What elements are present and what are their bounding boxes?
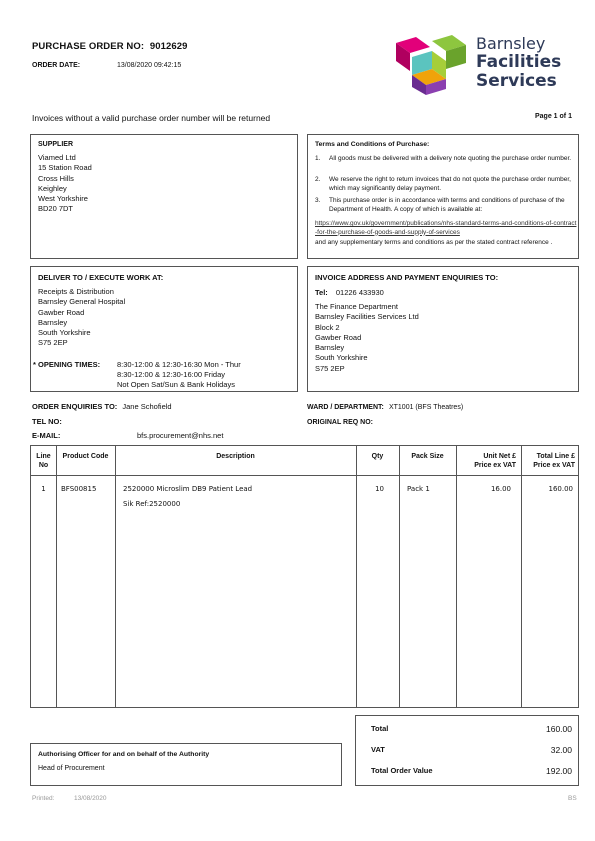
column-divider (399, 446, 400, 707)
column-divider (56, 446, 57, 707)
authorising-box (30, 743, 342, 786)
cell-total-price: 160.00 (548, 485, 573, 493)
printed-date: 13/08/2020 (74, 795, 107, 802)
opening-times (117, 360, 241, 390)
ward-department (307, 402, 463, 411)
email-value[interactable]: bfs.procurement@nhs.net (137, 431, 224, 440)
header-description: Description (216, 453, 255, 460)
original-req-label: ORIGINAL REQ NO: (307, 419, 373, 426)
invoice-box (307, 266, 579, 392)
items-table (30, 445, 579, 708)
deliver-address (38, 287, 125, 349)
deliver-title: DELIVER TO / EXECUTE WORK AT: (38, 273, 164, 282)
supplier-address (38, 153, 92, 215)
supplier-line: Keighley (38, 183, 67, 193)
cell-product-code: BFS00815 (61, 485, 97, 493)
po-label: PURCHASE ORDER NO: (32, 41, 145, 52)
invoice-line: Gawber Road (315, 332, 362, 342)
ward-label: WARD / DEPARTMENT: (307, 404, 384, 411)
terms-box (307, 134, 579, 259)
printed-initials: BS (568, 795, 577, 802)
supplier-title: SUPPLIER (38, 141, 74, 148)
deliver-line: S75 2EP (38, 338, 68, 348)
opening-times-label: * OPENING TIMES: (33, 360, 101, 369)
order-enquiries (32, 402, 172, 411)
barnsley-facilities-logo (394, 33, 574, 97)
invoice-address (315, 302, 419, 374)
invoice-line: South Yorkshire (315, 353, 368, 363)
supplier-box (30, 134, 298, 259)
cell-unit-price: 16.00 (490, 485, 511, 493)
original-req (307, 417, 373, 426)
terms-item: 2. We reserve the right to return invoices that do not quote the purchase order number, which may significantly delay payment. (315, 176, 571, 192)
authorising-title: Authorising Officer for and on behalf of the Authority (38, 751, 210, 758)
cell-description-ref: Sik Ref:2520000 (123, 500, 181, 508)
supplier-line: BD20 7DT (38, 204, 74, 214)
header-qty: Qty (371, 453, 384, 460)
page-number: Page 1 of 1 (535, 113, 572, 120)
invoice-line: The Finance Department (315, 302, 398, 311)
cell-line-no: 1 (41, 485, 46, 493)
ward-value: XT1001 (BFS Theatres) (388, 404, 464, 411)
vat-value: 32.00 (550, 745, 572, 755)
cube-logo-icon (394, 33, 470, 97)
deliver-line: Gawber Road (38, 307, 85, 317)
deliver-line: Barnsley General Hospital (38, 297, 126, 307)
cell-qty: 10 (375, 485, 384, 493)
invoice-line: Block 2 (315, 322, 340, 332)
logo-text-facilities: Facilities (476, 52, 562, 72)
invoice-line: Barnsley (315, 343, 345, 353)
cell-pack-size: Pack 1 (407, 485, 430, 493)
opening-line: 8:30-12:00 & 12:30-16:00 Friday (117, 370, 225, 379)
cell-description: 2520000 Microslim DB9 Patient Lead (123, 485, 253, 493)
deliver-box (30, 266, 298, 392)
order-date-label: ORDER DATE: (32, 62, 81, 69)
supplier-line: Viamed Ltd (38, 153, 76, 162)
terms-title: Terms and Conditions of Purchase: (315, 141, 430, 148)
invoice-tel (315, 288, 384, 297)
invoice-tel-value: 01226 433930 (335, 288, 384, 297)
header-line-no: Line No (36, 453, 51, 469)
supplier-line: 15 Station Road (38, 163, 92, 173)
logo-text-barnsley: Barnsley (476, 34, 546, 53)
totals-box (355, 715, 579, 786)
order-value: 192.00 (546, 766, 572, 776)
terms-link[interactable]: https://www.gov.uk/government/publications/nhs-standard-terms-and-conditions-of-contract-for-the-purchase-of-goods-and-supply-of-services (315, 220, 577, 236)
supplier-line: West Yorkshire (38, 194, 88, 204)
purchase-order-title (32, 41, 188, 52)
invoice-notice: Invoices without a valid purchase order number will be returned (32, 113, 271, 123)
opening-line: 8:30-12:00 & 12:30-16:30 Mon - Thur (117, 360, 241, 369)
header-pack-size: Pack Size (411, 453, 444, 460)
tel-no (32, 417, 62, 426)
terms-tail: and any supplementary terms and conditions as per the stated contract reference . (315, 239, 553, 246)
email-label: E-MAIL: (32, 431, 61, 440)
deliver-line: Receipts & Distribution (38, 287, 114, 296)
authorising-role: Head of Procurement (38, 765, 105, 772)
order-enquiries-value: Jane Schofield (122, 402, 172, 411)
header-divider (31, 475, 578, 476)
order-enquiries-label: ORDER ENQUIRIES TO: (32, 402, 118, 411)
header-unit-price: Unit Net £ Price ex VAT (474, 453, 516, 469)
logo-text-services: Services (476, 71, 557, 91)
order-value-label: Total Order Value (371, 766, 433, 775)
deliver-line: South Yorkshire (38, 328, 91, 338)
total-value: 160.00 (546, 724, 572, 734)
vat-label: VAT (371, 745, 385, 754)
printed-label: Printed: (32, 795, 55, 802)
invoice-line: Barnsley Facilities Services Ltd (315, 312, 419, 322)
opening-line: Not Open Sat/Sun & Bank Holidays (117, 380, 235, 389)
invoice-title: INVOICE ADDRESS AND PAYMENT ENQUIRIES TO: (315, 273, 499, 282)
order-date-value: 13/08/2020 09:42:15 (117, 62, 182, 69)
terms-item: 3. This purchase order is in accordance with terms and conditions of purchase of the Department of Health. A copy of which is available at: (315, 197, 565, 213)
header-product-code: Product Code (62, 453, 109, 460)
total-label: Total (371, 724, 389, 733)
supplier-line: Cross Hills (38, 173, 74, 183)
header-total-price: Total Line £ Price ex VAT (533, 453, 575, 469)
po-number: 9012629 (149, 41, 188, 52)
deliver-line: Barnsley (38, 317, 68, 327)
column-divider (115, 446, 116, 707)
terms-item: 1. All goods must be delivered with a delivery note quoting the purchase order number. (315, 155, 572, 162)
invoice-tel-label: Tel: (315, 288, 328, 297)
tel-no-label: TEL NO: (32, 417, 62, 426)
invoice-line: S75 2EP (315, 363, 345, 373)
